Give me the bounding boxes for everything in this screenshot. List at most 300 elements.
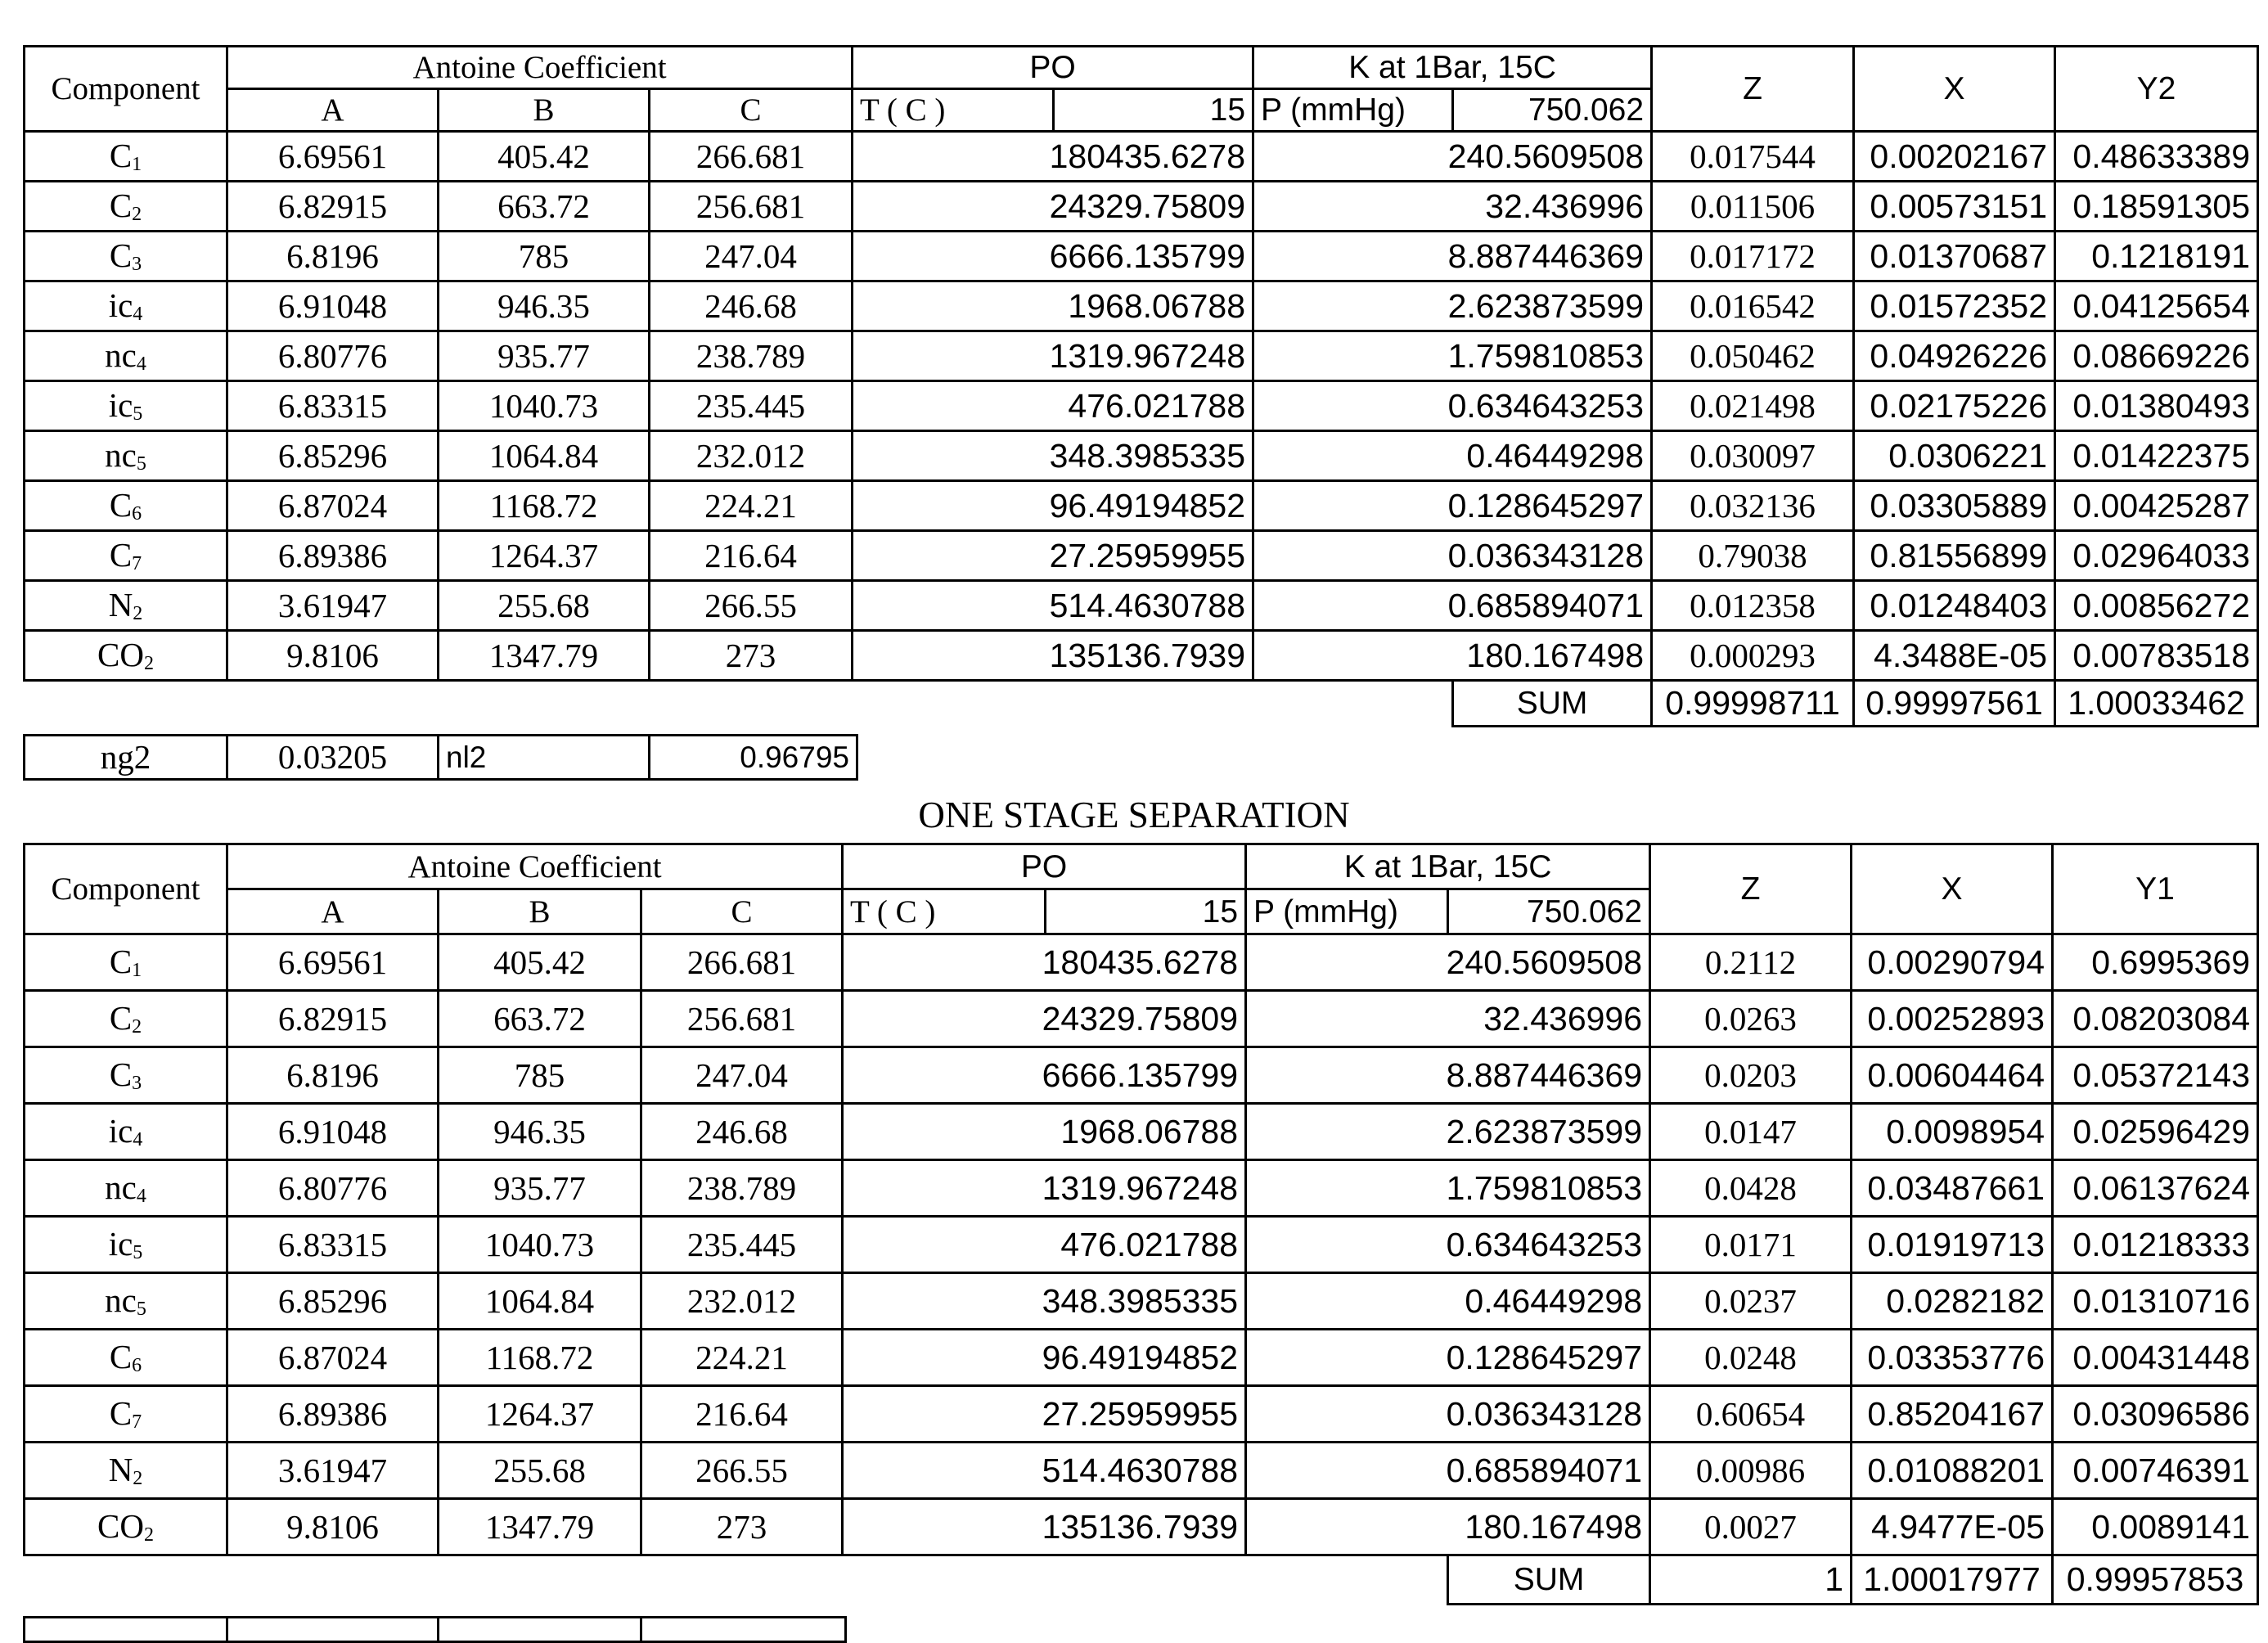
a-cell: 6.85296 [227, 431, 439, 481]
b-cell: 935.77 [439, 1160, 641, 1217]
a-cell: 6.83315 [227, 381, 439, 431]
c-cell: 232.012 [641, 1273, 843, 1330]
c-cell: 238.789 [641, 1160, 843, 1217]
x-cell: 0.01572352 [1854, 281, 2055, 331]
b-cell: 405.42 [439, 132, 650, 182]
k-cell: 240.5609508 [1253, 132, 1652, 182]
k-cell: 0.46449298 [1246, 1273, 1650, 1330]
k-cell: 0.685894071 [1246, 1443, 1650, 1499]
x-cell: 0.02175226 [1854, 381, 2055, 431]
component-subscript: 4 [133, 303, 143, 325]
b-cell: 1347.79 [439, 631, 650, 681]
ng-label: ng2 [25, 736, 227, 780]
po-cell: 348.3985335 [853, 431, 1253, 481]
component-name: C [109, 998, 133, 1037]
b-cell: 946.35 [439, 1104, 641, 1160]
component-name: C [109, 1055, 133, 1093]
component-name: N [108, 585, 133, 623]
x-cell: 0.03353776 [1852, 1330, 2053, 1386]
z-cell: 0.0248 [1650, 1330, 1852, 1386]
po-cell: 1968.06788 [843, 1104, 1246, 1160]
component-cell [25, 1160, 227, 1217]
po-cell: 476.021788 [853, 381, 1253, 431]
component-cell [25, 934, 227, 991]
y-cell: 0.02596429 [2053, 1104, 2258, 1160]
component-cell [25, 1104, 227, 1160]
a-header: A [227, 889, 439, 934]
component-cell [25, 991, 227, 1047]
component-subscript: 3 [132, 253, 142, 275]
z-cell: 0.0171 [1650, 1217, 1852, 1273]
x-header: X [1854, 47, 2055, 132]
k-cell: 32.436996 [1253, 182, 1652, 232]
k-cell: 0.128645297 [1246, 1330, 1650, 1386]
y-cell: 0.01422375 [2055, 431, 2258, 481]
c-cell: 216.64 [641, 1386, 843, 1443]
po-header: PO [843, 844, 1246, 889]
b-cell: 935.77 [439, 331, 650, 381]
a-cell: 3.61947 [227, 581, 439, 631]
z-cell: 0.011506 [1652, 182, 1854, 232]
z-cell: 0.017544 [1652, 132, 1854, 182]
k-cell: 0.46449298 [1253, 431, 1652, 481]
component-subscript: 2 [143, 1524, 154, 1546]
a-cell: 6.89386 [227, 1386, 439, 1443]
b-cell: 1040.73 [439, 381, 650, 431]
component-subscript: 5 [136, 452, 146, 475]
po-cell: 96.49194852 [853, 481, 1253, 531]
c-cell: 256.681 [641, 991, 843, 1047]
table-row [25, 531, 2258, 581]
b-cell: 1040.73 [439, 1217, 641, 1273]
pressure-value: 750.062 [1453, 89, 1652, 132]
c-cell: 266.681 [641, 934, 843, 991]
component-cell [25, 1217, 227, 1273]
k-cell: 8.887446369 [1246, 1047, 1650, 1104]
y-cell: 0.01218333 [2053, 1217, 2258, 1273]
y-cell: 0.00746391 [2053, 1443, 2258, 1499]
po-cell: 6666.135799 [843, 1047, 1246, 1104]
component-cell [25, 331, 227, 381]
c-cell: 266.681 [650, 132, 853, 182]
temperature-label: T ( C ) [853, 89, 1054, 132]
component-name: C [109, 186, 133, 224]
sum-label: SUM [1448, 1555, 1650, 1605]
b-cell: 1264.37 [439, 531, 650, 581]
z-cell: 0.030097 [1652, 431, 1854, 481]
table-row [25, 182, 2258, 232]
component-name: ic [108, 1111, 133, 1150]
component-name: CO [97, 1506, 144, 1545]
antoine-header: Antoine Coefficient [227, 844, 843, 889]
component-subscript: 5 [133, 1241, 143, 1263]
component-subscript: 1 [132, 959, 142, 981]
sum-x: 1.00017977 [1852, 1555, 2053, 1605]
c-cell: 216.64 [650, 531, 853, 581]
po-cell: 27.25959955 [853, 531, 1253, 581]
stub-cell [227, 1618, 439, 1642]
component-cell [25, 581, 227, 631]
ng-value: 0.03205 [227, 736, 439, 780]
y-cell: 0.0089141 [2053, 1499, 2258, 1555]
table-row [25, 934, 2258, 991]
x-cell: 0.01248403 [1854, 581, 2055, 631]
k-cell: 240.5609508 [1246, 934, 1650, 991]
z-header: Z [1652, 47, 1854, 132]
table-row [25, 481, 2258, 531]
po-cell: 135136.7939 [853, 631, 1253, 681]
z-cell: 0.0428 [1650, 1160, 1852, 1217]
z-cell: 0.0147 [1650, 1104, 1852, 1160]
stub-cell [25, 1618, 227, 1642]
x-cell: 0.0098954 [1852, 1104, 2053, 1160]
k-cell: 0.036343128 [1253, 531, 1652, 581]
y-cell: 0.18591305 [2055, 182, 2258, 232]
table-row [25, 331, 2258, 381]
component-subscript: 6 [132, 502, 142, 524]
table-row [25, 431, 2258, 481]
c-cell: 273 [650, 631, 853, 681]
a-cell: 6.91048 [227, 281, 439, 331]
component-cell [25, 481, 227, 531]
k-cell: 1.759810853 [1246, 1160, 1650, 1217]
sum-y: 0.99957853 [2053, 1555, 2258, 1605]
c-header: C [650, 89, 853, 132]
pressure-value: 750.062 [1448, 889, 1650, 934]
stub-cell [439, 1618, 641, 1642]
table-row [25, 581, 2258, 631]
component-name: C [109, 1337, 133, 1375]
component-cell [25, 132, 227, 182]
po-cell: 514.4630788 [843, 1443, 1246, 1499]
sum-label: SUM [1453, 681, 1652, 727]
z-cell: 0.032136 [1652, 481, 1854, 531]
x-cell: 0.03305889 [1854, 481, 2055, 531]
a-cell: 9.8106 [227, 631, 439, 681]
po-cell: 476.021788 [843, 1217, 1246, 1273]
component-name: C [109, 535, 133, 574]
component-name: ic [108, 1224, 133, 1263]
flash-table-stage-two [23, 45, 2259, 727]
y-cell: 0.1218191 [2055, 232, 2258, 281]
component-subscript: 2 [132, 203, 142, 225]
k-cell: 180.167498 [1253, 631, 1652, 681]
component-subscript: 3 [132, 1072, 142, 1094]
y-cell: 0.02964033 [2055, 531, 2258, 581]
k-header: K at 1Bar, 15C [1253, 47, 1652, 89]
po-cell: 180435.6278 [853, 132, 1253, 182]
component-cell [25, 531, 227, 581]
po-cell: 24329.75809 [853, 182, 1253, 232]
a-cell: 6.87024 [227, 1330, 439, 1386]
component-subscript: 4 [133, 1128, 143, 1150]
k-cell: 1.759810853 [1253, 331, 1652, 381]
z-cell: 0.021498 [1652, 381, 1854, 431]
y-cell: 0.01310716 [2053, 1273, 2258, 1330]
b-header: B [439, 89, 650, 132]
po-cell: 27.25959955 [843, 1386, 1246, 1443]
c-cell: 266.55 [641, 1443, 843, 1499]
y-cell: 0.00783518 [2055, 631, 2258, 681]
c-cell: 256.681 [650, 182, 853, 232]
b-cell: 663.72 [439, 991, 641, 1047]
table-row [25, 1386, 2258, 1443]
a-cell: 6.82915 [227, 991, 439, 1047]
temperature-value: 15 [1054, 89, 1253, 132]
c-header: C [641, 889, 843, 934]
component-header: Component [25, 47, 227, 132]
section-title: ONE STAGE SEPARATION [918, 794, 1350, 835]
component-name: C [109, 942, 133, 980]
k-cell: 0.036343128 [1246, 1386, 1650, 1443]
k-cell: 2.623873599 [1246, 1104, 1650, 1160]
po-cell: 1319.967248 [853, 331, 1253, 381]
y-cell: 0.08669226 [2055, 331, 2258, 381]
sum-z: 1 [1650, 1555, 1852, 1605]
c-cell: 246.68 [650, 281, 853, 331]
pressure-label: P (mmHg) [1253, 89, 1453, 132]
c-cell: 246.68 [641, 1104, 843, 1160]
z-cell: 0.050462 [1652, 331, 1854, 381]
nl-label: nl2 [439, 736, 650, 780]
po-cell: 24329.75809 [843, 991, 1246, 1047]
x-cell: 4.3488E-05 [1854, 631, 2055, 681]
po-cell: 180435.6278 [843, 934, 1246, 991]
z-cell: 0.017172 [1652, 232, 1854, 281]
x-cell: 0.81556899 [1854, 531, 2055, 581]
table-row [25, 132, 2258, 182]
po-cell: 6666.135799 [853, 232, 1253, 281]
nl-value: 0.96795 [650, 736, 857, 780]
b-cell: 1168.72 [439, 1330, 641, 1386]
a-cell: 6.82915 [227, 182, 439, 232]
component-name: nc [105, 335, 137, 374]
component-name: C [109, 485, 133, 524]
table-row [25, 991, 2258, 1047]
y-cell: 0.00425287 [2055, 481, 2258, 531]
component-subscript: 2 [143, 652, 154, 674]
b-cell: 663.72 [439, 182, 650, 232]
table-row [25, 1160, 2258, 1217]
a-cell: 6.8196 [227, 232, 439, 281]
z-cell: 0.012358 [1652, 581, 1854, 631]
component-subscript: 4 [136, 1185, 146, 1207]
sum-z: 0.99998711 [1652, 681, 1854, 727]
b-header: B [439, 889, 641, 934]
c-cell: 247.04 [650, 232, 853, 281]
component-subscript: 1 [132, 153, 142, 175]
x-cell: 0.0282182 [1852, 1273, 2053, 1330]
a-cell: 6.85296 [227, 1273, 439, 1330]
y-header: Y2 [2055, 47, 2258, 132]
a-cell: 6.91048 [227, 1104, 439, 1160]
x-header: X [1852, 844, 2053, 934]
component-cell [25, 182, 227, 232]
x-cell: 0.0306221 [1854, 431, 2055, 481]
y-cell: 0.6995369 [2053, 934, 2258, 991]
component-header: Component [25, 844, 227, 934]
c-cell: 235.445 [650, 381, 853, 431]
a-cell: 3.61947 [227, 1443, 439, 1499]
table-row [25, 631, 2258, 681]
component-cell [25, 232, 227, 281]
y-cell: 0.00856272 [2055, 581, 2258, 631]
component-name: C [109, 136, 133, 174]
b-cell: 1347.79 [439, 1499, 641, 1555]
a-cell: 6.89386 [227, 531, 439, 581]
z-cell: 0.0237 [1650, 1273, 1852, 1330]
k-header: K at 1Bar, 15C [1246, 844, 1650, 889]
y-cell: 0.04125654 [2055, 281, 2258, 331]
component-name: CO [97, 635, 144, 673]
temperature-value: 15 [1046, 889, 1246, 934]
b-cell: 1264.37 [439, 1386, 641, 1443]
x-cell: 0.03487661 [1852, 1160, 2053, 1217]
z-header: Z [1650, 844, 1852, 934]
a-cell: 6.83315 [227, 1217, 439, 1273]
c-cell: 232.012 [650, 431, 853, 481]
a-cell: 9.8106 [227, 1499, 439, 1555]
z-cell: 0.0263 [1650, 991, 1852, 1047]
b-cell: 785 [439, 1047, 641, 1104]
y-header: Y1 [2053, 844, 2258, 934]
k-cell: 0.128645297 [1253, 481, 1652, 531]
x-cell: 0.01370687 [1854, 232, 2055, 281]
sum-y: 1.00033462 [2055, 681, 2258, 727]
k-cell: 0.634643253 [1246, 1217, 1650, 1273]
a-cell: 6.80776 [227, 1160, 439, 1217]
a-cell: 6.69561 [227, 934, 439, 991]
component-cell [25, 431, 227, 481]
b-cell: 405.42 [439, 934, 641, 991]
component-subscript: 2 [132, 1015, 142, 1038]
z-cell: 0.016542 [1652, 281, 1854, 331]
table-row [25, 1047, 2258, 1104]
b-cell: 785 [439, 232, 650, 281]
c-cell: 235.445 [641, 1217, 843, 1273]
z-cell: 0.000293 [1652, 631, 1854, 681]
x-cell: 0.00202167 [1854, 132, 2055, 182]
x-cell: 0.00290794 [1852, 934, 2053, 991]
a-cell: 6.69561 [227, 132, 439, 182]
z-cell: 0.00986 [1650, 1443, 1852, 1499]
a-header: A [227, 89, 439, 132]
stub-cell [641, 1618, 846, 1642]
table-row [25, 1104, 2258, 1160]
x-cell: 0.85204167 [1852, 1386, 2053, 1443]
po-cell: 514.4630788 [853, 581, 1253, 631]
pressure-label: P (mmHg) [1246, 889, 1448, 934]
table-row [25, 381, 2258, 431]
y-cell: 0.00431448 [2053, 1330, 2258, 1386]
component-name: nc [105, 1168, 137, 1206]
component-name: C [109, 1393, 133, 1432]
x-cell: 0.00604464 [1852, 1047, 2053, 1104]
y-cell: 0.08203084 [2053, 991, 2258, 1047]
po-cell: 135136.7939 [843, 1499, 1246, 1555]
table-row [25, 1330, 2258, 1386]
b-cell: 1064.84 [439, 1273, 641, 1330]
table-row [25, 1499, 2258, 1555]
y-cell: 0.01380493 [2055, 381, 2258, 431]
component-cell [25, 381, 227, 431]
component-cell [25, 1273, 227, 1330]
y-cell: 0.06137624 [2053, 1160, 2258, 1217]
b-cell: 1168.72 [439, 481, 650, 531]
component-subscript: 2 [133, 602, 143, 624]
component-cell [25, 281, 227, 331]
component-name: ic [108, 385, 133, 424]
x-cell: 0.01088201 [1852, 1443, 2053, 1499]
k-cell: 180.167498 [1246, 1499, 1650, 1555]
component-subscript: 7 [132, 552, 142, 574]
y-cell: 0.03096586 [2053, 1386, 2258, 1443]
component-name: N [108, 1450, 133, 1488]
z-cell: 0.60654 [1650, 1386, 1852, 1443]
table-row [25, 1217, 2258, 1273]
table-row [25, 1443, 2258, 1499]
c-cell: 273 [641, 1499, 843, 1555]
component-subscript: 4 [136, 353, 146, 375]
component-name: nc [105, 435, 137, 474]
x-cell: 4.9477E-05 [1852, 1499, 2053, 1555]
z-cell: 0.79038 [1652, 531, 1854, 581]
b-cell: 255.68 [439, 1443, 641, 1499]
component-cell [25, 1386, 227, 1443]
component-cell [25, 1330, 227, 1386]
po-cell: 1968.06788 [853, 281, 1253, 331]
k-cell: 0.685894071 [1253, 581, 1652, 631]
a-cell: 6.87024 [227, 481, 439, 531]
c-cell: 224.21 [650, 481, 853, 531]
c-cell: 247.04 [641, 1047, 843, 1104]
table-row [25, 1273, 2258, 1330]
a-cell: 6.80776 [227, 331, 439, 381]
component-subscript: 5 [133, 403, 143, 425]
x-cell: 0.00573151 [1854, 182, 2055, 232]
po-header: PO [853, 47, 1253, 89]
x-cell: 0.00252893 [1852, 991, 2053, 1047]
c-cell: 266.55 [650, 581, 853, 631]
k-cell: 2.623873599 [1253, 281, 1652, 331]
component-name: nc [105, 1281, 137, 1319]
component-subscript: 7 [132, 1411, 142, 1433]
antoine-header: Antoine Coefficient [227, 47, 853, 89]
k-cell: 32.436996 [1246, 991, 1650, 1047]
po-cell: 1319.967248 [843, 1160, 1246, 1217]
y-cell: 0.05372143 [2053, 1047, 2258, 1104]
component-subscript: 5 [136, 1298, 146, 1320]
flash-table-one-stage [23, 843, 2259, 1605]
component-cell [25, 1047, 227, 1104]
component-cell [25, 1499, 227, 1555]
k-cell: 0.634643253 [1253, 381, 1652, 431]
z-cell: 0.2112 [1650, 934, 1852, 991]
k-cell: 8.887446369 [1253, 232, 1652, 281]
a-cell: 6.8196 [227, 1047, 439, 1104]
b-cell: 1064.84 [439, 431, 650, 481]
phase-fraction-table [23, 734, 858, 781]
po-cell: 348.3985335 [843, 1273, 1246, 1330]
truncated-table [23, 1616, 847, 1643]
sum-x: 0.99997561 [1854, 681, 2055, 727]
c-cell: 224.21 [641, 1330, 843, 1386]
b-cell: 255.68 [439, 581, 650, 631]
table-row [25, 232, 2258, 281]
c-cell: 238.789 [650, 331, 853, 381]
z-cell: 0.0203 [1650, 1047, 1852, 1104]
po-cell: 96.49194852 [843, 1330, 1246, 1386]
